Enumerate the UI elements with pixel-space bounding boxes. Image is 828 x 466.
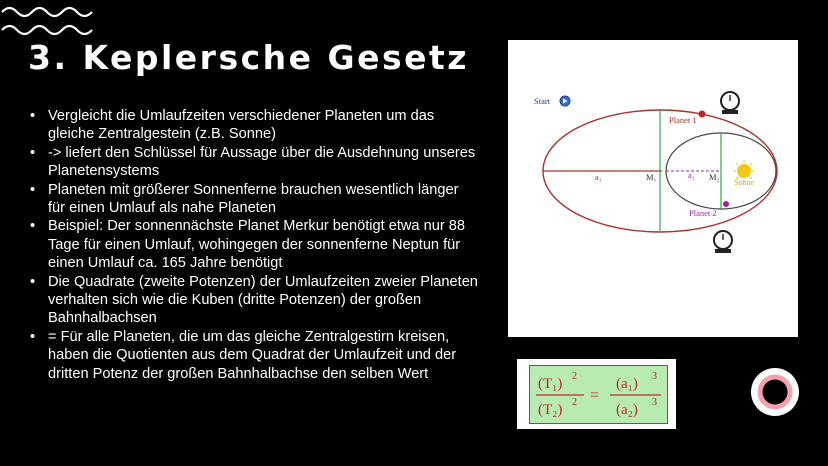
formula-t1-exponent: 2 bbox=[572, 371, 577, 382]
sun-label: Sonne bbox=[734, 178, 754, 187]
formula-t2-exponent: 2 bbox=[572, 397, 577, 408]
formula-a2-exponent: 3 bbox=[652, 397, 657, 408]
clock-icon-planet-2 bbox=[714, 231, 732, 253]
bullet-item: • Planeten mit größerer Sonnenferne brauchen wesentlich länger für einen Umlauf als nahe Planeten bbox=[28, 181, 478, 218]
a2-label: a₂ bbox=[688, 170, 695, 180]
start-button[interactable] bbox=[560, 96, 570, 106]
slide-title: 3. Keplersche Gesetz bbox=[28, 38, 469, 77]
formula-equals: = bbox=[590, 387, 600, 404]
ring-decoration bbox=[749, 366, 801, 418]
m2-label: M₂ bbox=[709, 172, 720, 182]
start-label: Start bbox=[534, 96, 551, 106]
bullet-list bbox=[28, 107, 478, 383]
m1-label: M₁ bbox=[646, 172, 657, 182]
bullet-item: • Die Quadrate (zweite Potenzen) der Umlaufzeiten zweier Planeten verhalten sich wie die Kuben (dritte Potenzen) der großen Bahnhalbachsen bbox=[28, 273, 478, 328]
formula-a1-exponent: 3 bbox=[652, 371, 657, 382]
formula-t1: (T₁) bbox=[538, 376, 563, 392]
planet-2-dot bbox=[723, 201, 729, 207]
formula-a1: (a₁) bbox=[616, 376, 638, 392]
planet-1-label: Planet 1 bbox=[669, 115, 697, 125]
formula-t2: (T₂) bbox=[538, 402, 563, 418]
kepler-formula bbox=[517, 359, 676, 429]
kepler-orbit-diagram bbox=[508, 40, 798, 337]
bullet-item: • Beispiel: Der sonnennächste Planet Merkur benötigt etwa nur 88 Tage für einen Umlauf, wohingegen der sonnenferne Neptun für einen Umlauf ca. 165 Jahre benötigt bbox=[28, 217, 478, 272]
bullet-item: • -> liefert den Schlüssel für Aussage über die Ausdehnung unseres Planetensystems bbox=[28, 144, 478, 181]
bullet-item: • = Für alle Planeten, die um das gleiche Zentralgestirn kreisen, haben die Quotienten aus dem Quadrat der Umlaufzeit und der dritten Potenz der großen Bahnhalbachse den selben Wert bbox=[28, 328, 478, 383]
formula-panel bbox=[529, 365, 668, 424]
formula-a2: (a₂) bbox=[616, 402, 638, 418]
clock-icon-planet-1 bbox=[721, 92, 739, 114]
a1-label: a₁ bbox=[595, 172, 602, 182]
planet-1-dot bbox=[699, 111, 706, 118]
bullet-item: • Vergleicht die Umlaufzeiten verschiedener Planeten um das gleiche Zentralgestein (z.B. Sonne) bbox=[28, 107, 478, 144]
planet-2-label: Planet 2 bbox=[689, 208, 717, 218]
